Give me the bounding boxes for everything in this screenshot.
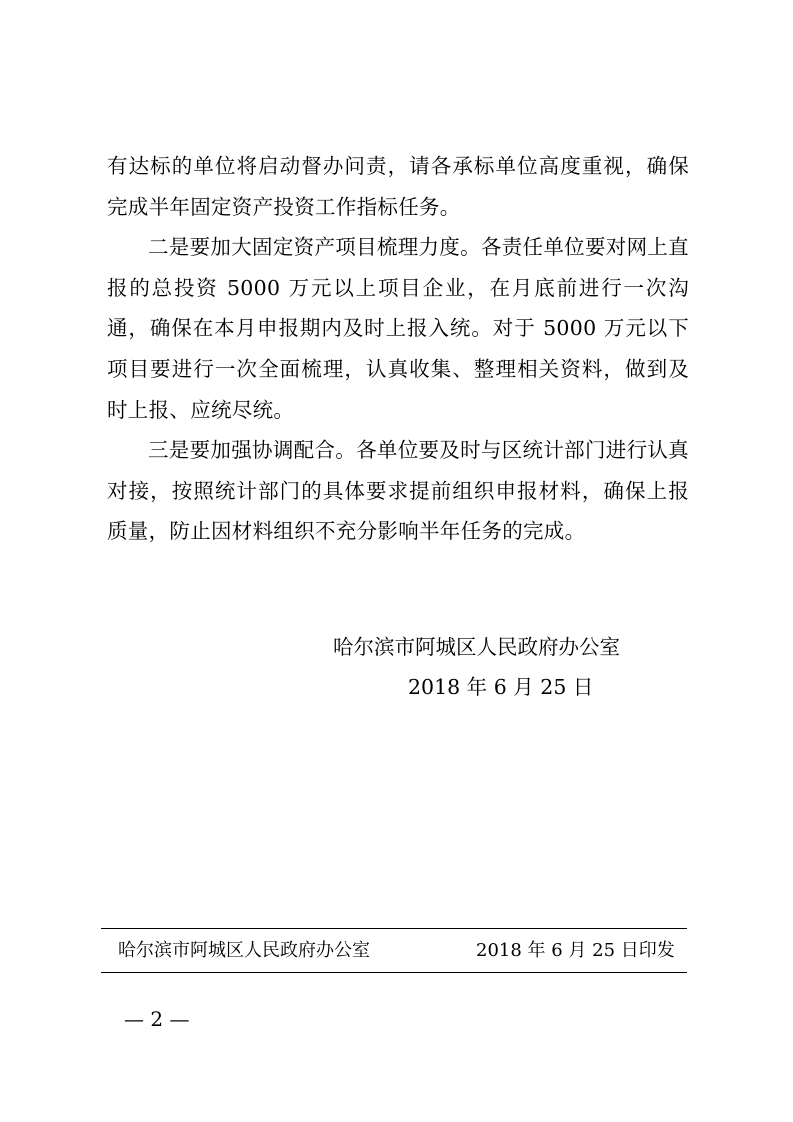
body-paragraph-coordination: 三是要加强协调配合。各单位要及时与区统计部门进行认真对接，按照统计部门的具体要求提前组织申报材料，确保上报质量，防止因材料组织不充分影响半年任务的完成。 xyxy=(107,438,689,544)
signature-organization: 哈尔滨市阿城区人民政府办公室 xyxy=(333,635,620,659)
body-paragraph-continuation: 有达标的单位将启动督办问责，请各承标单位高度重视，确保完成半年固定资产投资工作指标任务。 xyxy=(107,154,689,219)
footer-print-date: 2018 年 6 月 25 日印发 xyxy=(476,940,675,961)
signature-date: 2018 年 6 月 25 日 xyxy=(408,675,594,699)
footer-bottom-rule xyxy=(101,972,687,973)
page-number: — 2 — xyxy=(124,1007,190,1031)
footer-issuer: 哈尔滨市阿城区人民政府办公室 xyxy=(118,940,370,961)
footer-top-rule xyxy=(101,928,687,929)
document-body xyxy=(107,146,689,552)
body-paragraph-project-review: 二是要加大固定资产项目梳理力度。各责任单位要对网上直报的总投资 5000 万元以上项目企业，在月底前进行一次沟通，确保在本月申报期内及时上报入统。对于 5000 万元以下项目要进行一次全面梳理，认真收集、整理相关资料，做到及时上报、应统尽统。 xyxy=(107,235,689,422)
